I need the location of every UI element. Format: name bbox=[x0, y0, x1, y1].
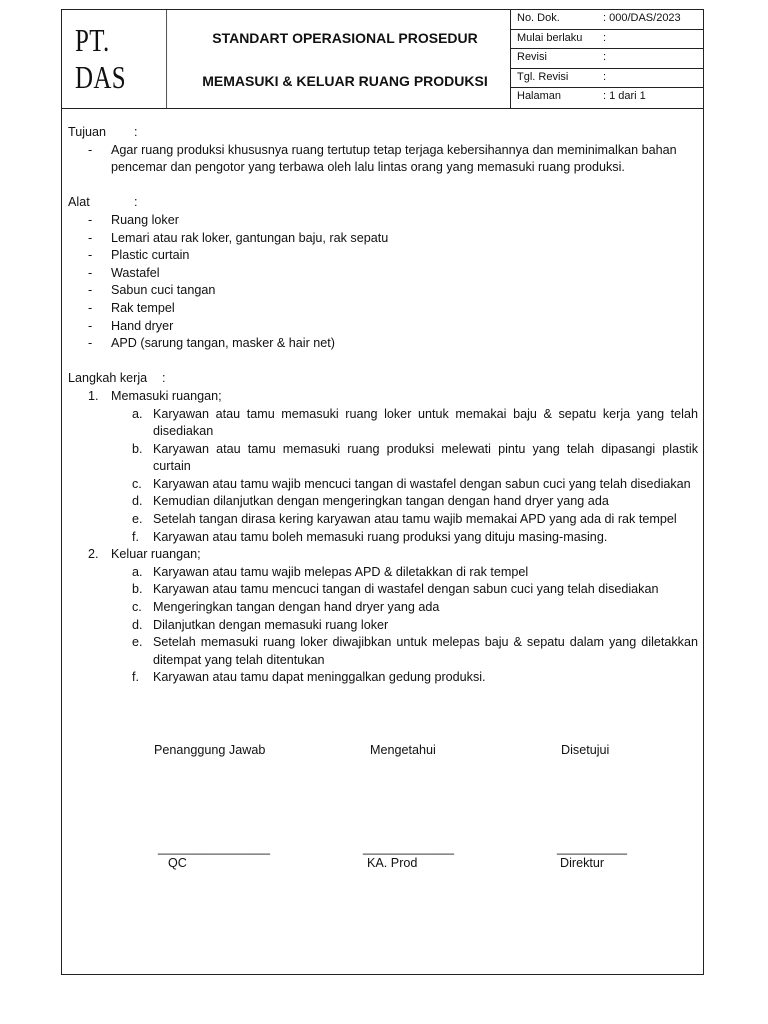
meta-label: Mulai berlaku bbox=[517, 31, 583, 44]
tujuan-list bbox=[68, 142, 698, 177]
section-number: 2. bbox=[88, 547, 99, 562]
meta-row-doc-number bbox=[511, 10, 703, 30]
company-logo: PT. DAS bbox=[75, 10, 167, 108]
step-item bbox=[68, 529, 698, 547]
signature-role: Mengetahui bbox=[370, 743, 436, 757]
step-text: Setelah tangan dirasa kering karyawan atau tamu wajib memakai APD yang ada di rak tempel bbox=[153, 512, 677, 527]
section-label-colon: : bbox=[134, 195, 138, 210]
meta-value: : bbox=[603, 31, 607, 44]
signature-line: ________________ bbox=[158, 841, 271, 855]
step-marker: d. bbox=[132, 617, 143, 632]
section-title: Memasuki ruangan; bbox=[111, 388, 222, 403]
step-text: Karyawan atau tamu memasuki ruang loker untuk memakai baju & sepatu kerja yang telah disediakan bbox=[153, 406, 698, 439]
meta-row-effective-date bbox=[511, 30, 703, 50]
signature-line: __________ bbox=[557, 841, 628, 855]
list-item: - Rak tempel bbox=[68, 300, 698, 318]
step-marker: c. bbox=[132, 600, 142, 615]
meta-value: : bbox=[603, 51, 607, 64]
step-marker: b. bbox=[132, 582, 143, 597]
step-item bbox=[68, 564, 698, 582]
alat-list bbox=[68, 212, 698, 353]
title-block bbox=[180, 10, 511, 108]
procedure-section-exit bbox=[68, 546, 698, 564]
step-item bbox=[68, 511, 698, 529]
step-item bbox=[68, 669, 698, 687]
document-header bbox=[62, 10, 703, 109]
signature-name: Direktur bbox=[560, 856, 605, 870]
section-title: Keluar ruangan; bbox=[111, 547, 201, 562]
step-marker: c. bbox=[132, 476, 142, 491]
list-item: - Hand dryer bbox=[68, 318, 698, 336]
step-text: Karyawan atau tamu wajib melepas APD & diletakkan di rak tempel bbox=[153, 564, 529, 579]
step-text: Karyawan atau tamu mencuci tangan di wastafel dengan sabun cuci yang telah disediakan bbox=[153, 582, 659, 597]
step-text: Dilanjutkan dengan memasuki ruang loker bbox=[153, 617, 389, 632]
section-label-colon: : bbox=[162, 371, 166, 386]
step-item bbox=[68, 493, 698, 511]
signature-role: Disetujui bbox=[561, 743, 610, 757]
step-item bbox=[68, 581, 698, 599]
section-label-text: Alat bbox=[68, 195, 90, 210]
section-label-langkah bbox=[68, 370, 698, 388]
list-item: - Agar ruang produksi khususnya ruang tertutup tetap terjaga kebersihannya dan meminimalkan bahan pencemar dan pengotor yang terbawa oleh lalu lintas orang yang memasuki ruang produksi. bbox=[68, 142, 698, 177]
step-marker: d. bbox=[132, 494, 143, 509]
step-item bbox=[68, 634, 698, 669]
list-item: - Ruang loker bbox=[68, 212, 698, 230]
step-item bbox=[68, 617, 698, 635]
section-label-text: Langkah kerja bbox=[68, 371, 148, 386]
step-item bbox=[68, 476, 698, 494]
procedure-section-enter bbox=[68, 388, 698, 406]
list-item: - Plastic curtain bbox=[68, 247, 698, 265]
step-marker: e. bbox=[132, 635, 143, 650]
section-label-colon: : bbox=[134, 125, 138, 139]
step-text: Karyawan atau tamu boleh memasuki ruang produksi yang dituju masing-masing. bbox=[153, 529, 608, 544]
step-marker: b. bbox=[132, 441, 143, 456]
list-item: - Lemari atau rak loker, gantungan baju, rak sepatu bbox=[68, 230, 698, 248]
step-marker: a. bbox=[132, 564, 143, 579]
signature-line: _____________ bbox=[363, 841, 455, 855]
list-item: - APD (sarung tangan, masker & hair net) bbox=[68, 335, 698, 353]
meta-row-page bbox=[511, 88, 703, 108]
step-marker: f. bbox=[132, 529, 139, 544]
meta-label: Revisi bbox=[517, 51, 547, 64]
section-label-alat bbox=[68, 194, 698, 212]
step-text: Mengeringkan tangan dengan hand dryer yang ada bbox=[153, 600, 440, 615]
section-label-text: Tujuan bbox=[68, 125, 107, 139]
step-text: Kemudian dilanjutkan dengan mengeringkan tangan dengan hand dryer yang ada bbox=[153, 494, 609, 509]
section-number: 1. bbox=[88, 388, 99, 403]
step-text: Karyawan atau tamu dapat meninggalkan gedung produksi. bbox=[153, 670, 486, 685]
signature-name: QC bbox=[168, 856, 187, 870]
signature-block bbox=[62, 743, 703, 883]
meta-row-revision-date bbox=[511, 69, 703, 89]
document-meta-table bbox=[511, 10, 703, 108]
signature-role: Penanggung Jawab bbox=[154, 743, 266, 757]
step-item bbox=[68, 441, 698, 476]
document-title: STANDART OPERASIONAL PROSEDUR bbox=[212, 30, 478, 46]
meta-label: Tgl. Revisi bbox=[517, 70, 569, 83]
document-body bbox=[68, 124, 698, 687]
list-item: - Sabun cuci tangan bbox=[68, 282, 698, 300]
meta-value: : 000/DAS/2023 bbox=[603, 12, 681, 24]
meta-row-revision bbox=[511, 49, 703, 69]
meta-value: : bbox=[603, 70, 607, 83]
step-text: Setelah memasuki ruang loker diwajibkan untuk melepas baju & sepatu dalam yang diletakkan ditempat yang telah ditentukan bbox=[153, 635, 698, 667]
step-item bbox=[68, 599, 698, 617]
signature-name: KA. Prod bbox=[367, 856, 418, 870]
step-text: Karyawan atau tamu memasuki ruang produksi melewati pintu yang telah dipasangi plastik curtain bbox=[153, 441, 698, 474]
enter-steps-list bbox=[68, 406, 698, 547]
section-label-tujuan bbox=[68, 124, 698, 142]
list-item: - Wastafel bbox=[68, 265, 698, 283]
step-item bbox=[68, 406, 698, 441]
meta-label: Halaman bbox=[517, 90, 562, 103]
exit-steps-list bbox=[68, 564, 698, 687]
meta-label: No. Dok. bbox=[517, 12, 560, 24]
step-text: Karyawan atau tamu wajib mencuci tangan di wastafel dengan sabun cuci yang telah disediakan bbox=[153, 476, 691, 491]
document-subtitle: MEMASUKI & KELUAR RUANG PRODUKSI bbox=[202, 73, 488, 89]
step-marker: f. bbox=[132, 670, 139, 685]
sop-document bbox=[61, 9, 704, 975]
meta-value: : 1 dari 1 bbox=[603, 90, 646, 103]
step-marker: a. bbox=[132, 406, 143, 421]
step-marker: e. bbox=[132, 512, 143, 527]
